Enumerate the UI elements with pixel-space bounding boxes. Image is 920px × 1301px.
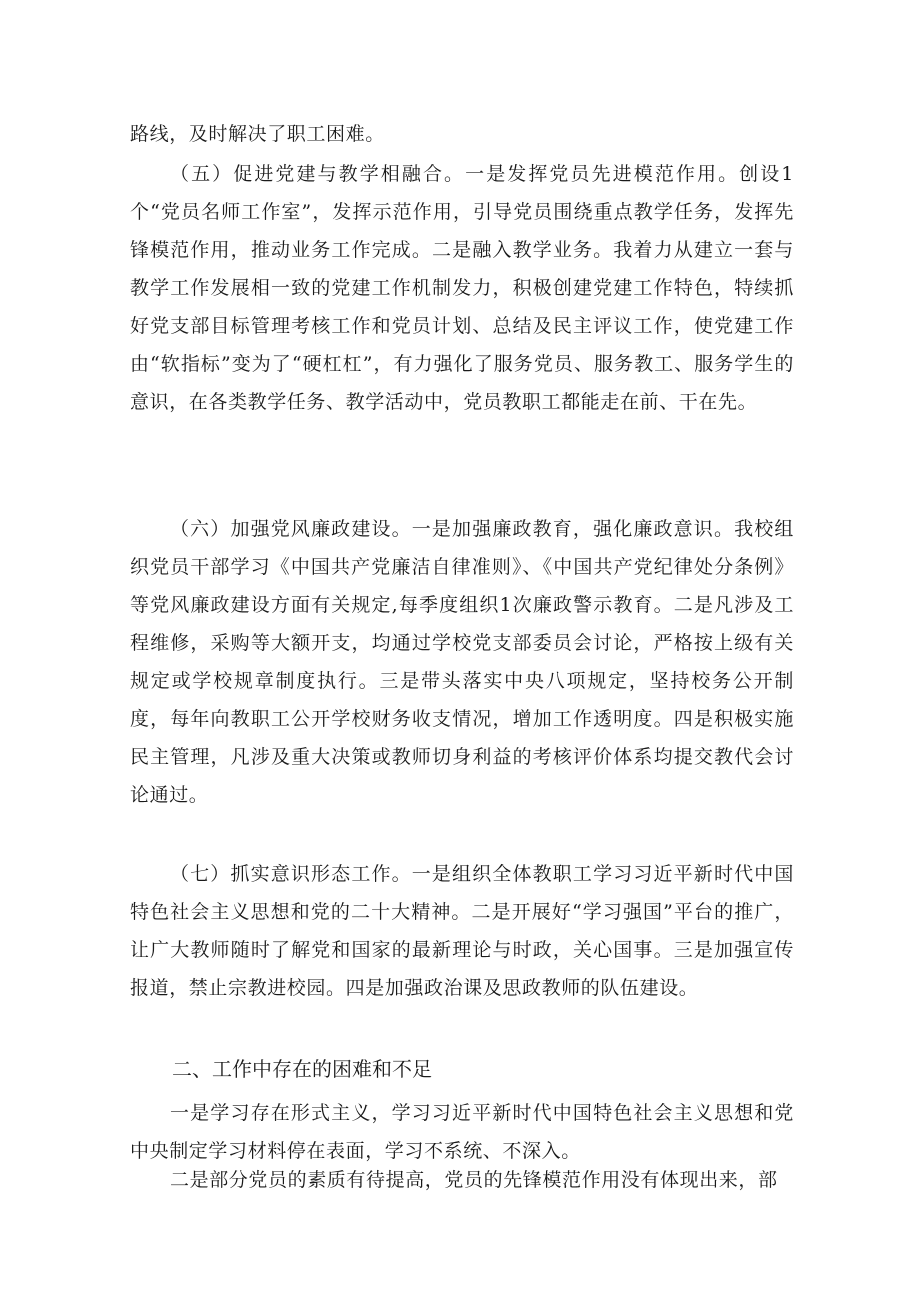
paragraph-section-7: （七）抓实意识形态工作。一是组织全体教职工学习习近平新时代中国特色社会主义思想和党的二十大精神。二是开展好“学习强国”平台的推广，让广大教师随时了解党和国家的最新理论与时政，关心国事。三是加强宣传报道，禁止宗教进校园。四是加强政治课及思政教师的队伍建设。: [130, 863, 794, 999]
paragraph-continuation: 路线，及时解决了职工困难。: [130, 123, 385, 145]
paragraph-section-5: （五）促进党建与教学相融合。一是发挥党员先进模范作用。创设1个“党员名师工作室”，发挥示范作用，引导党员围绕重点教学任务，发挥先锋模范作用，推动业务工作完成。二是融入教学业务。我着力从建立一套与教学工作发展相一致的党建工作机制发力，积极创建党建工作特色，特续抓好党支部目标管理考核工作和党员计划、总结及民主评议工作，使党建工作由“软指标”变为了“硬杠杠”，有力强化了服务党员、服务教工、服务学生的意识，在各类教学任务、教学活动中，党员教职工都能走在前、干在先。: [130, 163, 794, 413]
paragraph-problem-1: 一是学习存在形式主义，学习习近平新时代中国特色社会主义思想和党中央制定学习材料停在表面，学习不系统、不深入。: [130, 1102, 794, 1162]
section-heading: 二、工作中存在的困难和不足: [172, 1057, 432, 1081]
paragraph-problem-2: 二是部分党员的素质有待提高，党员的先锋模范作用没有体现出来，部: [170, 1169, 778, 1191]
paragraph-section-6: （六）加强党风廉政建设。一是加强廉政教育，强化廉政意识。我校组织党员干部学习《中国共产党廉洁自律准则》、《中国共产党纪律处分条例》等党风廉政建设方面有关规定,每季度组织1次廉政警示教育。二是凡涉及工程维修，采购等大额开支，均通过学校党支部委员会讨论，严格按上级有关规定或学校规章制度执行。三是带头落实中央八项规定，坚持校务公开制度，每年向教职工公开学校财务收支情况，增加工作透明度。四是积极实施民主管理，凡涉及重大决策或教师切身利益的考核评价体系均提交教代会讨论通过。: [130, 518, 794, 806]
